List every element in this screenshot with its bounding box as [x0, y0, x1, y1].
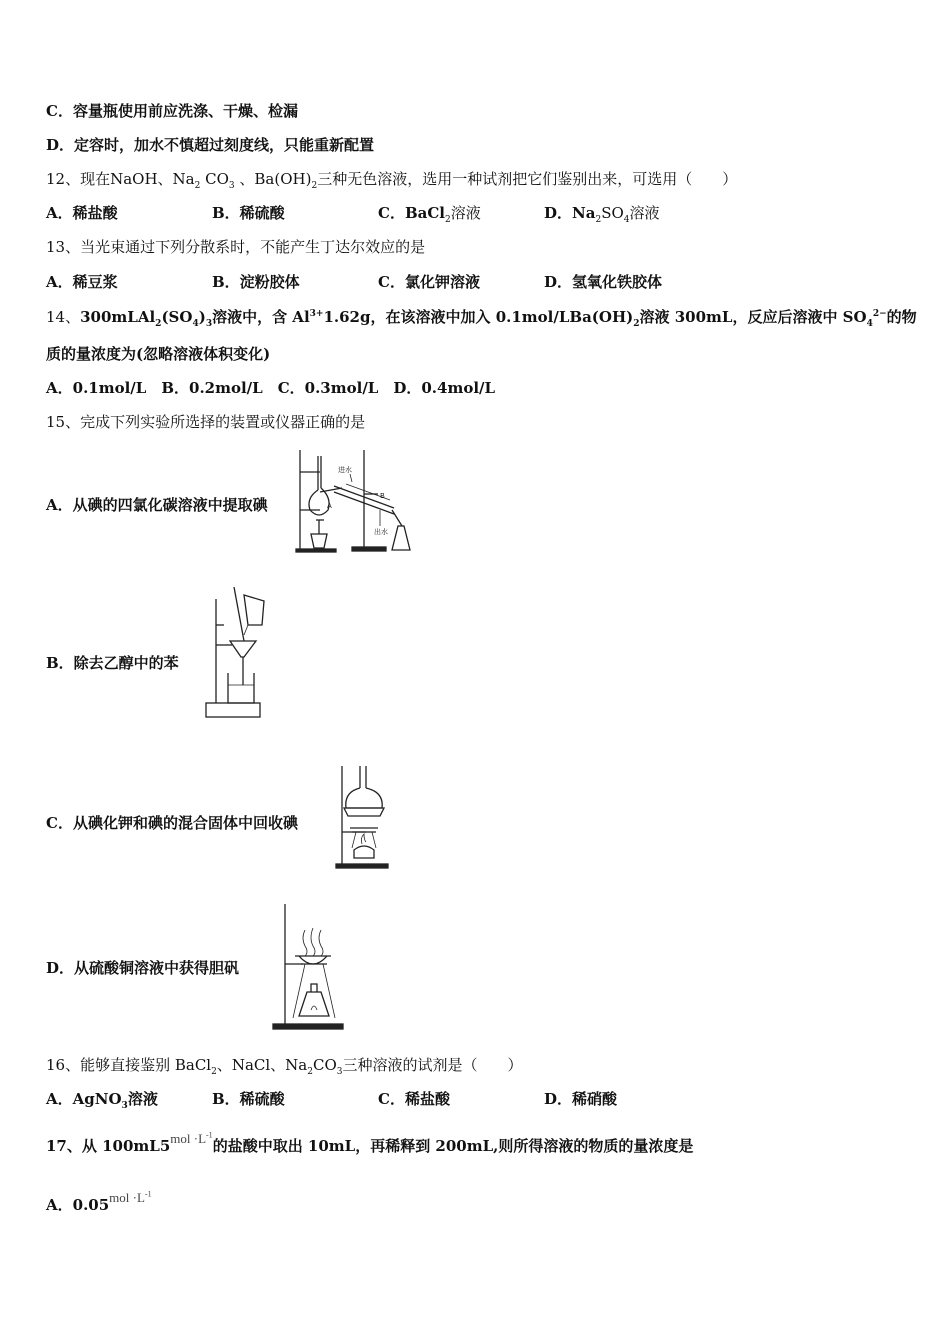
- q13-option-a: A．稀豆浆: [46, 273, 118, 291]
- q13-option-d: D．氢氧化铁胶体: [544, 273, 663, 291]
- q15-option-c: C．从碘化钾和碘的混合固体中回收碘: [46, 814, 298, 832]
- evaporation-apparatus-figure: [271, 900, 345, 1032]
- q12-option-a: A．稀盐酸: [46, 204, 118, 222]
- unit-mol-per-liter: mol $\cdot L^{-1}$: [109, 1189, 152, 1205]
- q12-option-c: C．BaCl$_2$溶液: [378, 204, 481, 225]
- q15-option-d: D．从硫酸铜溶液中获得胆矾: [46, 959, 240, 977]
- q15-option-a: A．从碘的四氯化碳溶液中提取碘: [46, 496, 268, 514]
- q12-stem: 12、现在NaOH、$Na_2$ $CO_3$ 、$Ba(OH)_2$三种无色溶液，选用一种试剂把它们鉴别出来，可选用（ ）: [46, 170, 738, 191]
- q13-stem: 13、当光束通过下列分散系时，不能产生丁达尔效应的是: [46, 238, 426, 256]
- q11-option-d: D．定容时，加水不慎超过刻度线，只能重新配置: [46, 136, 375, 154]
- q13-option-b: B．淀粉胶体: [212, 273, 300, 291]
- q17-stem: 17、从 $100mL5mol \cdot L^{-1}$的盐酸中取出 10mL，再稀释到 200mL,则所得溶液的物质的量浓度是: [46, 1130, 694, 1155]
- q14-options: A．0.1mol/L B．0.2mol/L C．0.3mol/L D．0.4mol/L: [46, 379, 496, 397]
- q16-options: [46, 1089, 617, 1109]
- q15-stem: 15、完成下列实验所选择的装置或仪器正确的是: [46, 413, 366, 431]
- label-a: A: [327, 502, 332, 510]
- q16-option-a: A．AgNO$_3$溶液: [46, 1090, 158, 1111]
- filtration-apparatus-figure: [204, 585, 272, 723]
- q12-option-d: D．$Na_2SO_4$溶液: [544, 204, 660, 225]
- q17-option-a: A．$0.05mol \cdot L^{-1}$: [46, 1189, 152, 1214]
- label-b: B: [380, 492, 385, 500]
- q12-options: [46, 203, 660, 223]
- q14-stem-line2: 质的量浓度为(忽略溶液体积变化): [46, 345, 271, 363]
- distillation-apparatus-figure: [294, 448, 416, 556]
- unit-mol-per-liter: mol $\cdot L^{-1}$: [170, 1130, 213, 1146]
- label-water-out: 出水: [374, 528, 388, 536]
- q15-option-b: B．除去乙醇中的苯: [46, 654, 179, 672]
- q16-stem: 16、能够直接鉴别 BaCl$_2$、NaCl、$Na_2CO_3$三种溶液的试剂是（ ）: [46, 1056, 523, 1077]
- q13-options: [46, 272, 662, 292]
- q13-option-c: C．氯化钾溶液: [378, 273, 480, 291]
- q12-option-b: B．稀硫酸: [212, 204, 285, 222]
- q16-option-d: D．稀硝酸: [544, 1090, 618, 1108]
- q11-option-c: C．容量瓶使用前应洗涤、干燥、检漏: [46, 102, 298, 120]
- q16-option-b: B．稀硫酸: [212, 1090, 285, 1108]
- q16-option-c: C．稀盐酸: [378, 1090, 450, 1108]
- q14-stem: 14、$300mLAl_2(SO_4)_3$溶液中，含 $Al^{3+}1.62g$，在该溶液中加入 $0.1mol/LBa(OH)_2$溶液 300mL，反应后溶液中 $SO_4^{2-}$的物: [46, 308, 917, 329]
- label-water-in: 进水: [338, 466, 352, 474]
- sublimation-apparatus-figure: [330, 762, 392, 870]
